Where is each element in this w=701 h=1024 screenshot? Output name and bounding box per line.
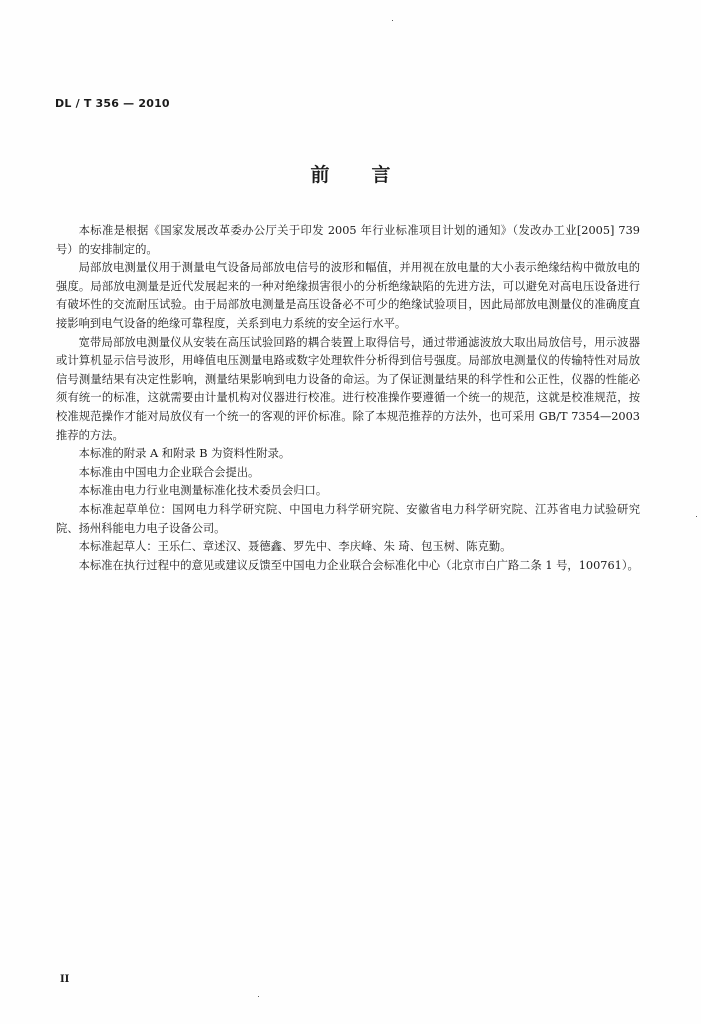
body-text — [56, 222, 640, 575]
paragraph-drafters: 本标准起草人：王乐仁、章述汉、聂德鑫、罗先中、李庆峰、朱 琦、包玉树、陈克勤。 — [78, 540, 512, 554]
paragraph-appendix: 本标准的附录 A 和附录 B 为资料性附录。 — [78, 447, 291, 461]
paragraph-method: 宽带局部放电测量仪从安装在高压试验回路的耦合装置上取得信号，通过带通滤波放大取出局放信号，用示波器或计算机显示信号波形，用峰值电压测量电路或数字处理软件分析得到信号强度。局部放电测量仪的传输特性对局放信号测量结果有决定性影响，测量结果影响到电力设备的命运。为了保证测量结果的科学性和公正性，仪器的性能必须有统一的标准，这就需要由计量机构对仪器进行校准。进行校准操作要遵循一个统一的规范，这就是校准规范，按校准规范操作才能对局放仪有一个统一的客观的评价标准。除了本规范推荐的方法外，也可采用 GB/T 7354—2003 推荐的方法。 — [56, 335, 640, 442]
paragraph-proposer: 本标准由中国电力企业联合会提出。 — [78, 465, 260, 479]
scan-speck — [696, 516, 697, 517]
paragraph-basis: 本标准是根据《国家发展改革委办公厅关于印发 2005 年行业标准项目计划的通知》（发改办工业[2005] 739 号）的安排制定的。 — [56, 224, 640, 256]
scan-speck — [392, 20, 393, 21]
page-number: II — [60, 974, 70, 985]
standard-code: DL / T 356 — 2010 — [55, 97, 170, 110]
paragraph-feedback: 本标准在执行过程中的意见或建议反馈至中国电力企业联合会标准化中心（北京市白广路二条 1 号，100761）。 — [78, 558, 639, 572]
paragraph-drafting-units: 本标准起草单位：国网电力科学研究院、中国电力科学研究院、安徽省电力科学研究院、江苏省电力试验研究院、扬州科能电力电子设备公司。 — [56, 502, 640, 535]
paragraph-purpose: 局部放电测量仪用于测量电气设备局部放电信号的波形和幅值，并用视在放电量的大小表示绝缘结构中微放电的强度。局部放电测量是近代发展起来的一种对绝缘损害很小的分析绝缘缺陷的先进方法，可以避免对高电压设备进行有破坏性的交流耐压试验。由于局部放电测量是高压设备必不可少的绝缘试验项目，因此局部放电测量仪的准确度直接影响到电气设备的绝缘可靠程度，关系到电力系统的安全运行水平。 — [56, 261, 640, 330]
paragraph-administrator: 本标准由电力行业电测量标准化技术委员会归口。 — [78, 484, 328, 498]
scan-speck — [258, 996, 259, 997]
page-title: 前言 — [310, 164, 433, 186]
